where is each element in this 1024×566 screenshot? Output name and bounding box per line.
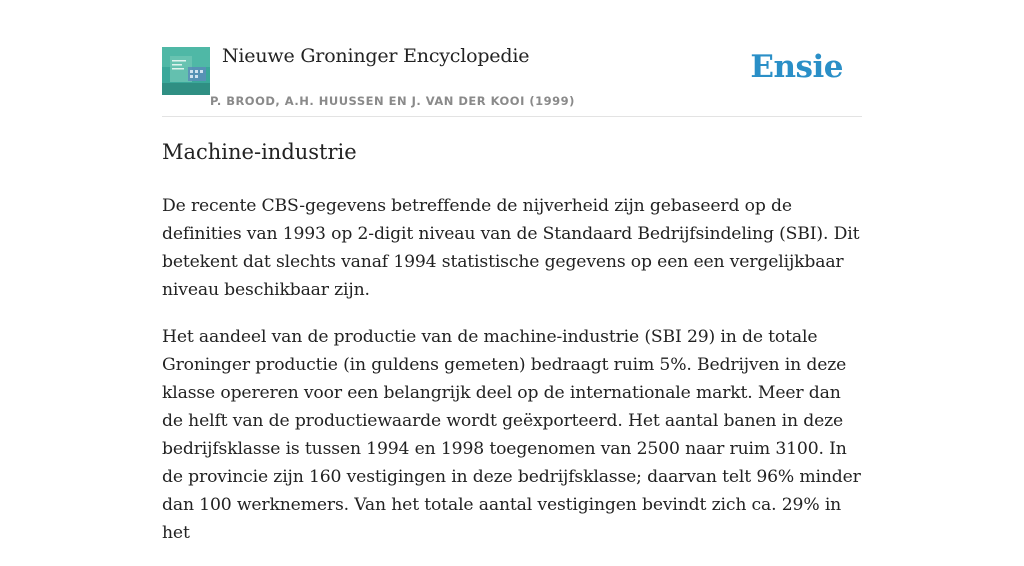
entry-title: Machine-industrie: [162, 140, 357, 164]
ensie-logo[interactable]: Ensie: [750, 49, 843, 85]
source-header: [162, 0, 862, 117]
book-cover-graphic: [162, 47, 210, 95]
book-title[interactable]: Nieuwe Groninger Encyclopedie: [222, 45, 530, 67]
entry-body: [162, 192, 862, 566]
entry-paragraph: De recente CBS-gegevens betreffende de nijverheid zijn gebaseerd op de definities van 1993 op 2-digit niveau van de Standaard Bedrijfsindeling (SBI). Dit betekent dat slechts vanaf 1994 statistische gegevens op een een vergelijkbaar niveau beschikbaar zijn.: [162, 196, 860, 300]
book-cover-thumbnail-icon[interactable]: [162, 47, 210, 95]
entry-paragraph: Het aandeel van de productie van de machine-industrie (SBI 29) in de totale Groninger productie (in guldens gemeten) bedraagt ruim 5%. Bedrijven in deze klasse opereren voor een belangrijk deel op de internationale markt. Meer dan de helft van de productiewaarde wordt geëxporteerd. Het aantal banen in deze bedrijfsklasse is tussen 1994 en 1998 toegenomen van 2500 naar ruim 3100. In de provincie zijn 160 vestigingen in deze bedrijfsklasse; daarvan telt 96% minder dan 100 werknemers. Van het totale aantal vestigingen bevindt zich ca. 29% in het: [162, 327, 861, 543]
article-page: [162, 0, 862, 543]
book-authors: P. BROOD, A.H. HUUSSEN EN J. VAN DER KOOI (1999): [210, 94, 575, 108]
